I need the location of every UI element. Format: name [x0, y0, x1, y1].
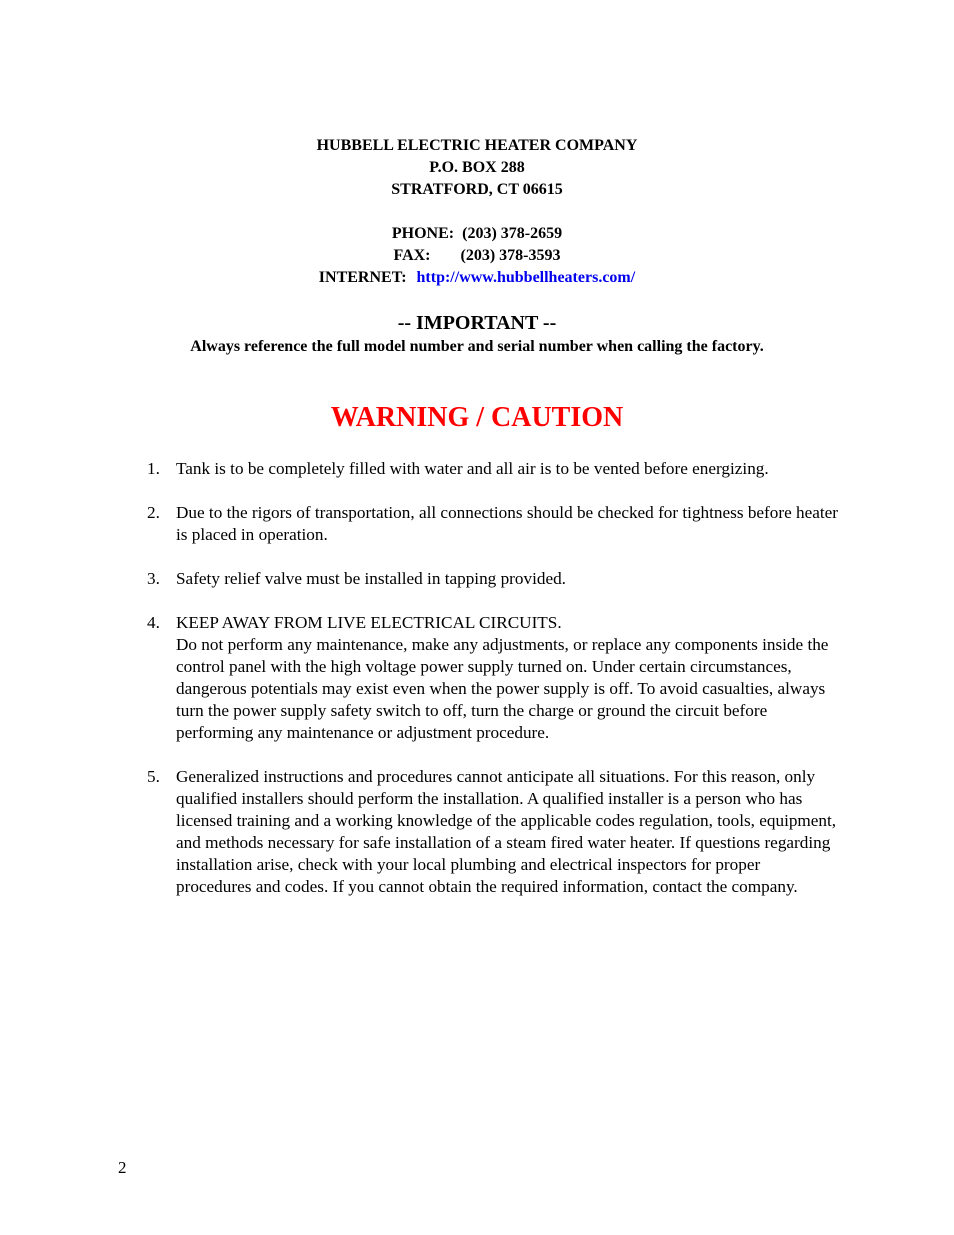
important-note: Always reference the full model number and serial number when calling the factory.	[190, 338, 764, 355]
warning-item-line: Generalized instructions and procedures cannot anticipate all situations. For this reason, only	[176, 767, 816, 786]
warning-item-line: qualified installers should perform the installation. A qualified installer is a person who has	[176, 789, 803, 808]
warning-item	[147, 458, 882, 480]
warning-item-number: 5.	[147, 767, 160, 786]
phone-line	[0, 223, 954, 245]
warning-item	[147, 502, 882, 546]
contact-block	[0, 223, 954, 289]
warning-item-number: 1.	[147, 459, 160, 478]
warning-item-number: 4.	[147, 613, 160, 632]
warning-item-line: control panel with the high voltage power supply turned on. Under certain circumstances,	[176, 657, 792, 676]
warning-item-line: procedures and codes. If you cannot obtain the required information, contact the company.	[176, 877, 798, 896]
warning-item-line: Safety relief valve must be installed in tapping provided.	[176, 569, 566, 588]
warning-item	[147, 766, 882, 898]
warning-item-line: Do not perform any maintenance, make any adjustments, or replace any components inside the	[176, 635, 829, 654]
warning-item	[147, 612, 882, 744]
warning-list	[147, 458, 882, 920]
internet-label: INTERNET:	[318, 269, 407, 286]
website-link[interactable]: http://www.hubbellheaters.com/	[416, 269, 636, 286]
warning-title: WARNING / CAUTION	[330, 402, 624, 433]
page-number: 2	[118, 1158, 127, 1177]
company-block	[0, 135, 954, 201]
warning-item-line: installation arise, check with your local plumbing and electrical inspectors for proper	[176, 855, 761, 874]
warning-item-line: and methods necessary for safe installation of a steam fired water heater. If questions regarding	[176, 833, 831, 852]
company-name: HUBBELL ELECTRIC HEATER COMPANY	[316, 137, 638, 154]
warning-item-line: turn the power supply safety switch to off, turn the charge or ground the circuit before	[176, 701, 768, 720]
warning-item-line: Tank is to be completely filled with water and all air is to be vented before energizing.	[176, 459, 769, 478]
warning-item-line: licensed training and a working knowledge of the applicable codes regulation, tools, equipment,	[176, 811, 837, 830]
important-title: -- IMPORTANT --	[397, 312, 557, 334]
phone-label: PHONE:	[391, 225, 455, 242]
warning-item-line: KEEP AWAY FROM LIVE ELECTRICAL CIRCUITS.	[176, 613, 562, 632]
fax-value: (203) 378-3593	[460, 247, 561, 264]
internet-line	[0, 267, 954, 289]
warning-item-number: 2.	[147, 503, 160, 522]
warning-item-line: dangerous potentials may exist even when the power supply is off. To avoid casualties, always	[176, 679, 826, 698]
company-po-box: P.O. BOX 288	[429, 159, 525, 176]
warning-item-number: 3.	[147, 569, 160, 588]
warning-item-line: is placed in operation.	[176, 525, 328, 544]
fax-label: FAX:	[393, 247, 431, 264]
warning-item-line: Due to the rigors of transportation, all connections should be checked for tightness before heater	[176, 503, 838, 522]
warning-item	[147, 568, 882, 590]
warning-item-line: performing any maintenance or adjustment procedure.	[176, 723, 550, 742]
company-city: STRATFORD, CT 06615	[391, 181, 563, 198]
phone-value: (203) 378-2659	[462, 225, 563, 242]
fax-line	[0, 245, 954, 267]
